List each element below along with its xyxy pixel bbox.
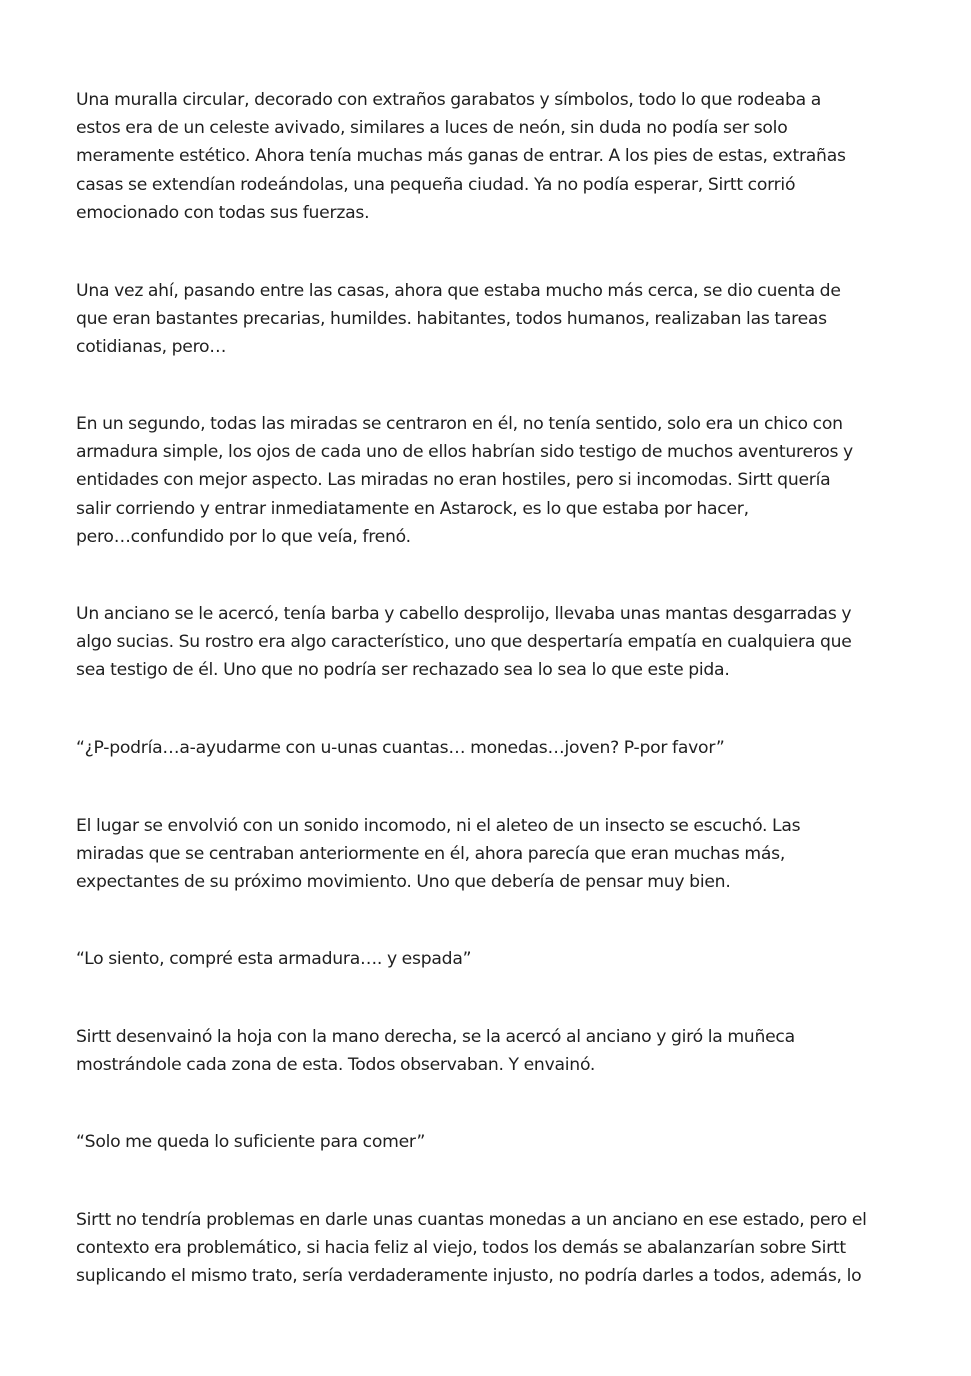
text-line: “¿P-podría…a-ayudarme con u-unas cuantas… monedas…joven? P-por favor” [76,738,725,758]
text-line: expectantes de su próximo movimiento. Uno que debería de pensar muy bien. [76,872,731,893]
text-line: Una vez ahí, pasando entre las casas, ahora que estaba mucho más cerca, se dio cuenta de [76,281,841,301]
text-line: sea testigo de él. Uno que no podría ser rechazado sea lo sea lo que este pida. [76,660,730,681]
text-line: Sirtt no tendría problemas en darle unas cuantas monedas a un anciano en ese estado, pero el [76,1210,867,1230]
text-line: pero…confundido por lo que veía, frenó. [76,526,411,547]
text-line: Sirtt desenvainó la hoja con la mano derecha, se la acercó al anciano y giró la muñeca [76,1027,795,1047]
text-line: “Lo siento, compré esta armadura…. y espada” [76,949,472,969]
text-line: emocionado con todas sus fuerzas. [76,202,370,223]
text-line: cotidianas, pero… [76,337,227,358]
text-line: “Solo me queda lo suficiente para comer” [76,1132,426,1152]
paragraph [76,86,898,227]
text-line: Una muralla circular, decorado con extraños garabatos y símbolos, todo lo que rodeaba a [76,90,821,110]
text-line: miradas que se centraban anteriormente en él, ahora parecía que eran muchas más, [76,844,786,865]
paragraph [76,1206,898,1291]
dialogue-paragraph [76,1128,898,1156]
text-line: contexto era problemático, si hacia feliz al viejo, todos los demás se abalanzarían sobre Sirtt [76,1238,846,1259]
text-line: estos era de un celeste avivado, similares a luces de neón, sin duda no podía ser solo [76,118,788,139]
paragraph [76,410,898,551]
text-line: salir corriendo y entrar inmediatamente en Astarock, es lo que estaba por hacer, [76,498,749,519]
paragraph [76,1023,898,1079]
text-line: casas se extendían rodeándolas, una pequeña ciudad. Ya no podía esperar, Sirtt corrió [76,174,796,195]
paragraph [76,812,898,897]
text-line: entidades con mejor aspecto. Las miradas no eran hostiles, pero si incomodas. Sirtt quería [76,470,831,491]
text-line: algo sucias. Su rostro era algo característico, uno que despertaría empatía en cualquiera que [76,632,852,653]
text-line: que eran bastantes precarias, humildes. habitantes, todos humanos, realizaban las tareas [76,309,827,330]
text-line: mostrándole cada zona de esta. Todos observaban. Y envainó. [76,1055,596,1076]
text-line: En un segundo, todas las miradas se centraron en él, no tenía sentido, solo era un chico con [76,414,843,434]
text-line: armadura simple, los ojos de cada uno de ellos habrían sido testigo de muchos aventureros y [76,442,853,463]
text-line: suplicando el mismo trato, sería verdaderamente injusto, no podría darles a todos, además, lo [76,1266,862,1287]
text-line: El lugar se envolvió con un sonido incomodo, ni el aleteo de un insecto se escuchó. Las [76,816,801,836]
paragraph [76,600,898,685]
text-line: Un anciano se le acercó, tenía barba y cabello desprolijo, llevaba unas mantas desgarradas y [76,604,852,624]
dialogue-paragraph [76,945,898,973]
dialogue-paragraph [76,734,898,762]
paragraph [76,277,898,362]
text-line: meramente estético. Ahora tenía muchas más ganas de entrar. A los pies de estas, extrañas [76,146,846,167]
